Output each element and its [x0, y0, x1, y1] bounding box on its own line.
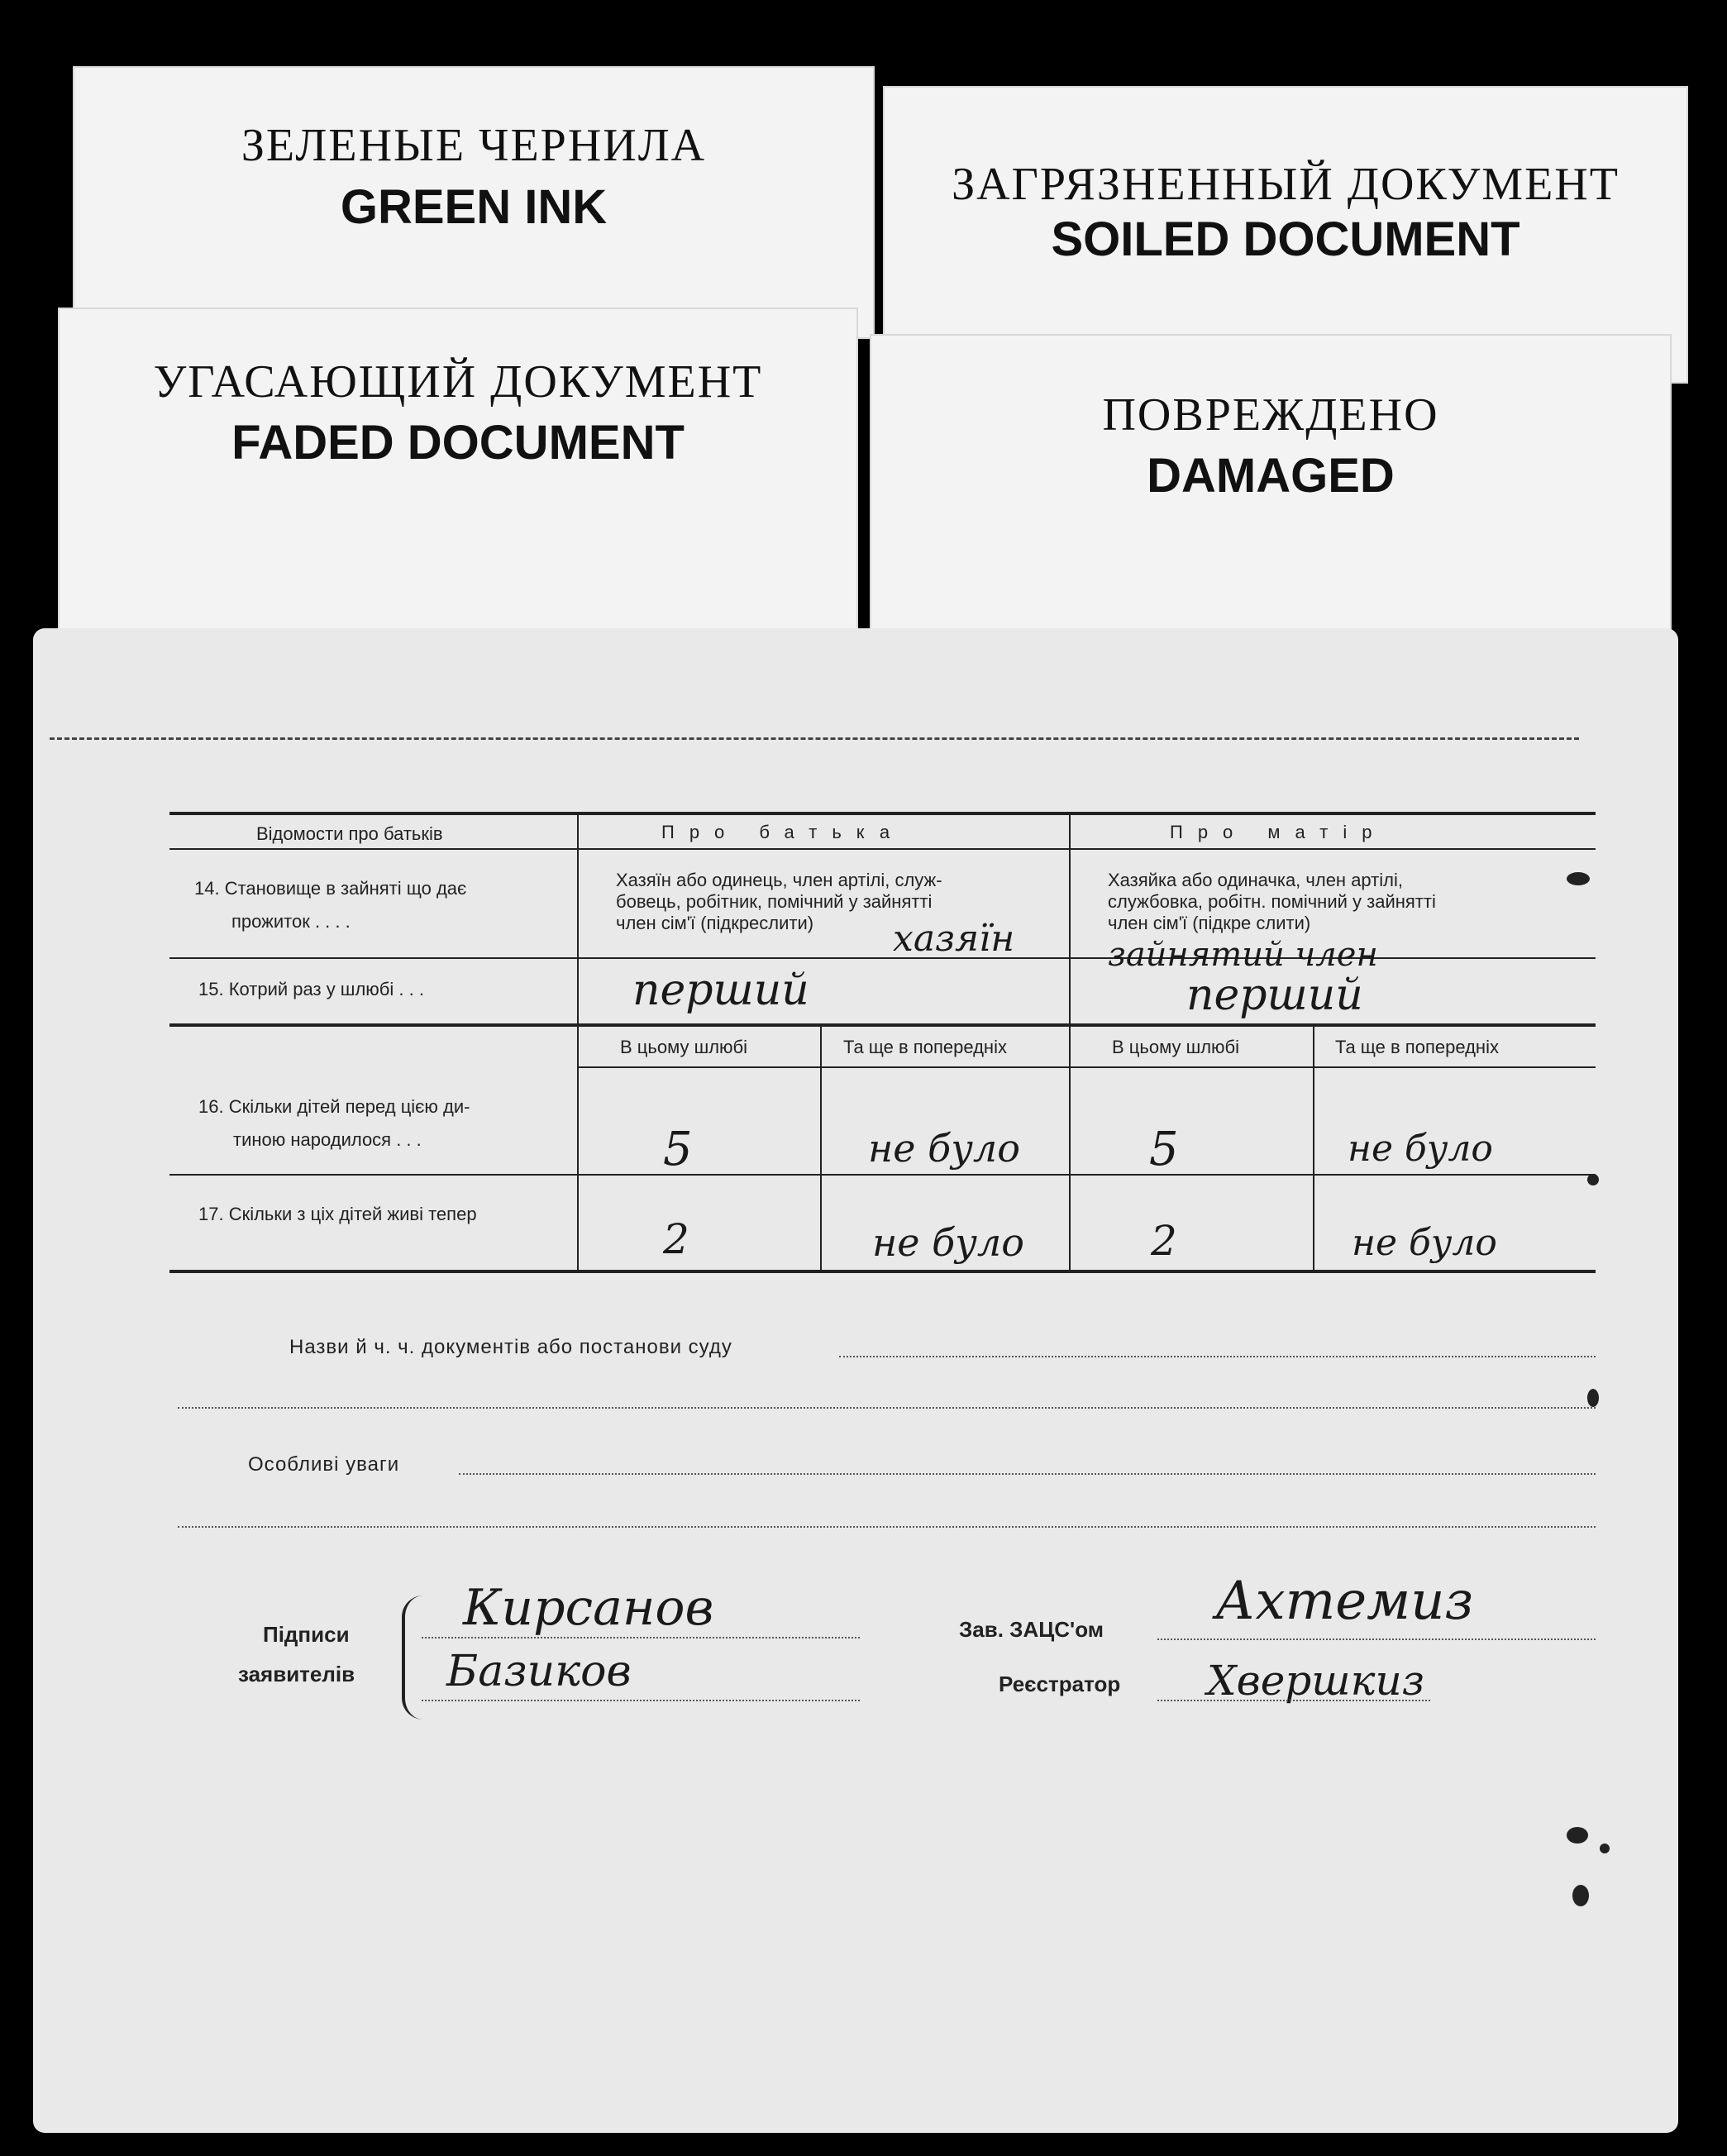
documents-dotted-line-1 — [839, 1356, 1596, 1357]
row15-rule — [169, 1023, 1596, 1027]
subheader-rule — [579, 1066, 1596, 1068]
row14-label-1: 14. Становище в зайняті що дає — [194, 878, 467, 899]
row14-mother-3: член сім'ї (підкре слити) — [1108, 913, 1311, 933]
damage-spot — [1587, 1174, 1599, 1185]
row17-mother-prev: не було — [1352, 1222, 1497, 1264]
damage-spot — [1572, 1885, 1589, 1906]
zags-head-label: Зав. ЗАЦС'ом — [959, 1617, 1104, 1642]
damaged-ru: ПОВРЕЖДЕНО — [1102, 389, 1439, 441]
notes-dotted-line-1 — [459, 1473, 1596, 1475]
notes-label: Особливі уваги — [248, 1453, 400, 1476]
row16-father-this: 5 — [663, 1123, 693, 1176]
faded-card — [58, 308, 858, 655]
zags-head-signature: Ахтемиз — [1215, 1571, 1474, 1632]
row14-mother-2: службовка, робітн. помічний у зайнятті — [1108, 891, 1436, 912]
subheader-father-prev: Та ще в попередніх — [843, 1037, 1007, 1057]
row17-father-this: 2 — [663, 1215, 689, 1263]
damaged-card — [870, 334, 1672, 656]
zags-head-line — [1157, 1638, 1596, 1640]
applicants-brace — [402, 1596, 423, 1720]
green-ink-ru: ЗЕЛЕНЫЕ ЧЕРНИЛА — [241, 120, 707, 171]
damaged-en: DAMAGED — [1147, 449, 1395, 503]
registrar-label: Реєстратор — [999, 1672, 1121, 1696]
subheader-mother-prev: Та ще в попередніх — [1335, 1037, 1499, 1057]
row16-label-2: тиною народилося . . . — [233, 1129, 422, 1150]
row17-father-prev: не було — [872, 1220, 1024, 1265]
damage-spot — [1567, 872, 1590, 885]
row16-father-prev: не було — [868, 1126, 1020, 1171]
row15-label: 15. Котрий раз у шлюбі . . . — [198, 979, 424, 999]
green-ink-en: GREEN INK — [340, 180, 608, 234]
col-rule-3 — [820, 1027, 822, 1271]
row14-father-1: Хазяїн або одинець, член артілі, служ- — [616, 870, 942, 890]
applicant1-signature: Кирсанов — [463, 1579, 714, 1637]
registrar-signature: Хвершкиз — [1207, 1657, 1424, 1705]
subheader-mother-this: В цьому шлюбі — [1112, 1037, 1240, 1057]
row14-father-2: бовець, робітник, помічний у зайнятті — [616, 891, 933, 912]
subheader-father-this: В цьому шлюбі — [620, 1037, 748, 1057]
table-header-rule — [169, 848, 1596, 850]
row16-rule — [169, 1174, 1596, 1176]
row14-father-3: член сім'ї (підкреслити) — [616, 913, 814, 933]
faded-ru: УГАСАЮЩИЙ ДОКУМЕНТ — [153, 356, 763, 408]
row14-father-handwriting: хазяїн — [893, 918, 1015, 960]
applicants-label-2: заявителів — [238, 1662, 355, 1686]
row16-mother-this: 5 — [1149, 1123, 1179, 1176]
applicant2-line — [422, 1700, 860, 1701]
soiled-en: SOILED DOCUMENT — [1051, 212, 1520, 266]
col-rule-1 — [577, 812, 579, 1271]
row14-mother-1: Хазяйка або одиначка, член артілі, — [1108, 870, 1403, 890]
registrar-line — [1157, 1700, 1430, 1701]
row14-mother-handwriting: зайнятий член — [1108, 936, 1378, 974]
row15-mother-handwriting: перший — [1186, 971, 1363, 1020]
table-top-rule — [169, 812, 1596, 815]
table-bottom-rule — [169, 1270, 1596, 1273]
documents-label: Назви й ч. ч. документів або постанови суду — [289, 1336, 732, 1358]
perforation-line — [50, 737, 1579, 740]
header-mother: Про матір — [1170, 822, 1387, 842]
col-rule-4 — [1313, 1027, 1314, 1271]
damage-spot — [1567, 1827, 1588, 1844]
applicants-label-1: Підписи — [263, 1622, 350, 1647]
header-parents: Відомости про батьків — [256, 823, 443, 844]
applicant1-line — [422, 1637, 860, 1638]
applicant2-signature: Базиков — [446, 1647, 632, 1696]
green-ink-card — [73, 66, 875, 339]
documents-dotted-line-2 — [178, 1407, 1596, 1409]
document-sheet — [33, 628, 1678, 2133]
col-rule-2 — [1069, 812, 1071, 1271]
row17-mother-this: 2 — [1151, 1217, 1177, 1265]
header-father: Про батька — [661, 822, 905, 842]
damage-spot — [1587, 1389, 1599, 1407]
row14-label-2: прожиток . . . . — [231, 911, 351, 932]
faded-en: FADED DOCUMENT — [231, 416, 685, 470]
row16-mother-prev: не було — [1348, 1128, 1493, 1170]
notes-dotted-line-2 — [178, 1526, 1596, 1528]
row17-label: 17. Скільки з ціх дітей живі тепер — [198, 1204, 477, 1224]
row15-father-handwriting: перший — [632, 966, 809, 1015]
row16-label-1: 16. Скільки дітей перед цією ди- — [198, 1096, 470, 1117]
row14-rule — [169, 957, 1596, 959]
damage-spot — [1600, 1844, 1610, 1853]
soiled-ru: ЗАГРЯЗНЕННЫЙ ДОКУМЕНТ — [952, 159, 1620, 210]
